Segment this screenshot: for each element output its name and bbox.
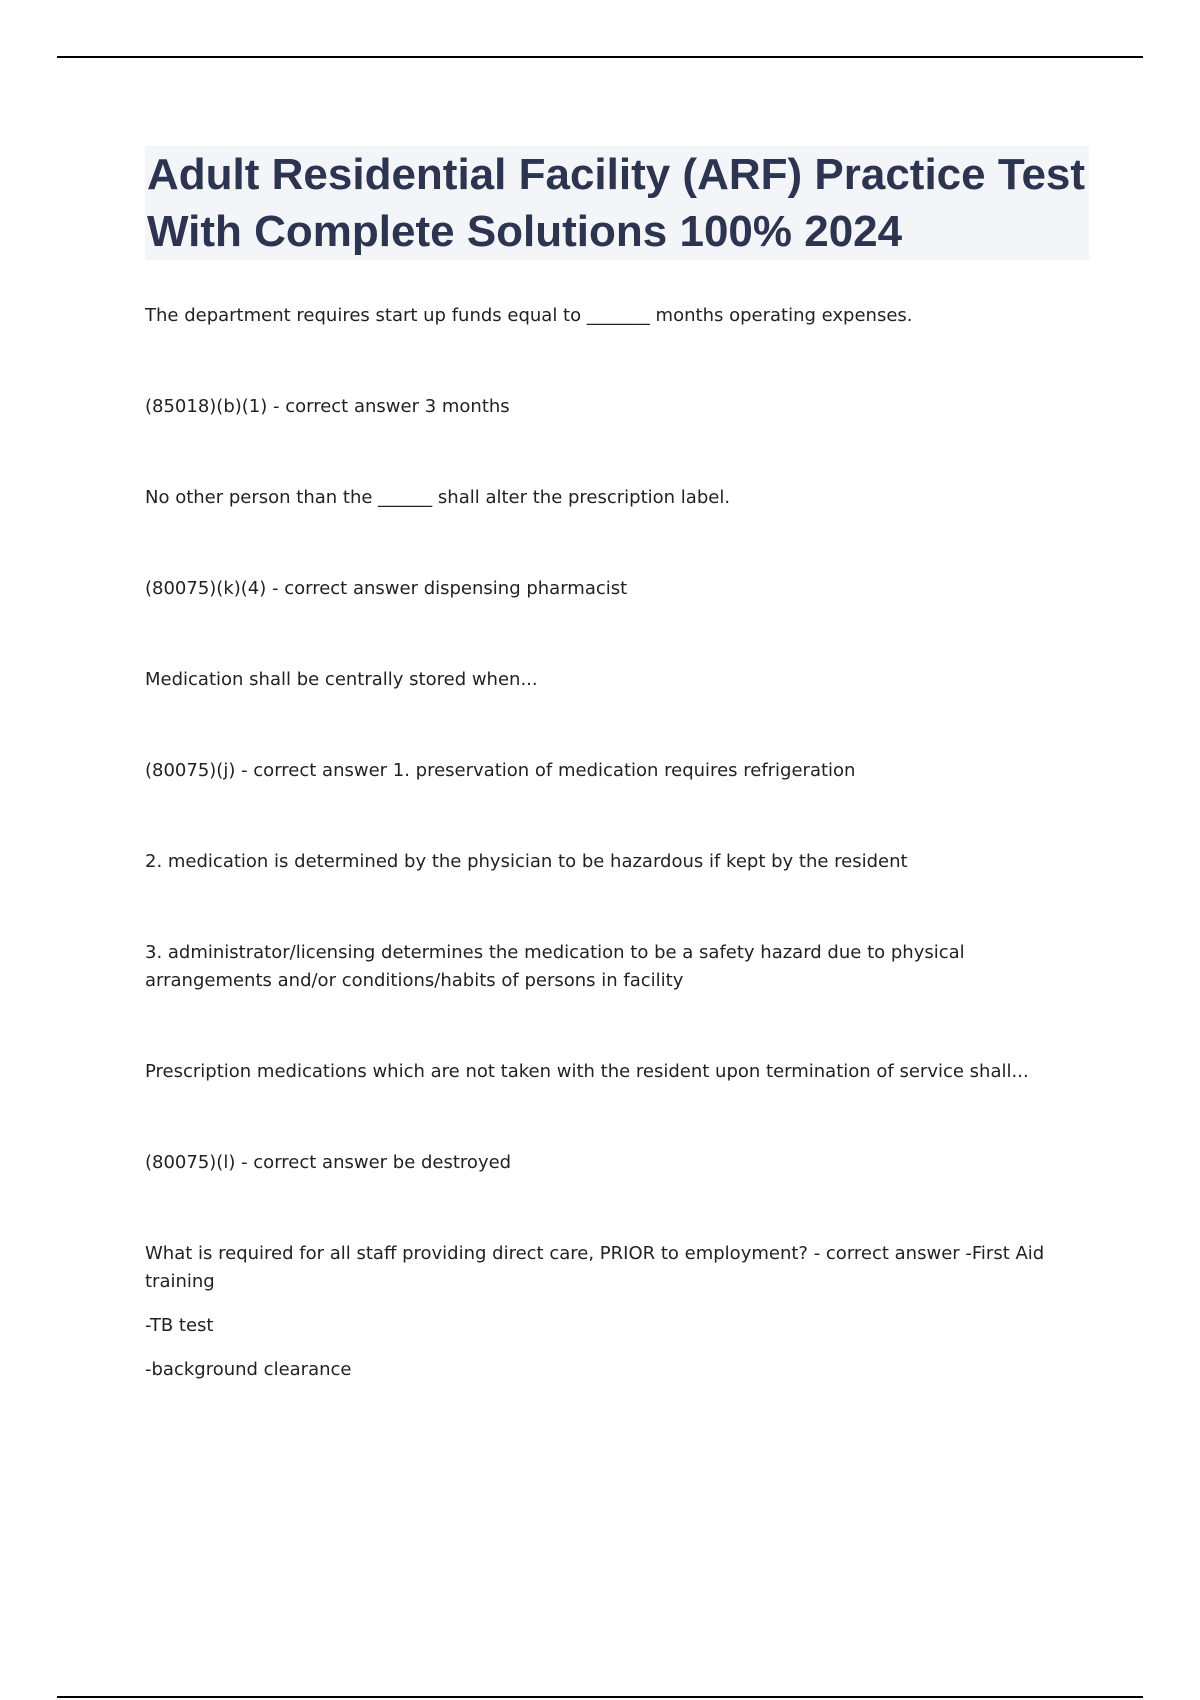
header-rule [57,56,1143,58]
answer-5-item-2: -TB test [145,1315,214,1336]
answer-5-item-3: -background clearance [145,1359,352,1380]
document-body [145,302,1095,1384]
question-5: What is required for all staff providing direct care, PRIOR to employment? - correct answer -First Aid training [145,1243,1045,1292]
answer-3: (80075)(j) - correct answer 1. preservation of medication requires refrigeration [145,760,856,781]
question-2: No other person than the ______ shall alter the prescription label. [145,487,731,508]
answer-1: (85018)(b)(1) - correct answer 3 months [145,396,510,417]
document-title: Adult Residential Facility (ARF) Practice Test With Complete Solutions 100% 2024 [147,150,1086,256]
question-1: The department requires start up funds equal to _______ months operating expenses. [145,305,913,326]
answer-2: (80075)(k)(4) - correct answer dispensing pharmacist [145,578,628,599]
answer-4: (80075)(l) - correct answer be destroyed [145,1152,512,1173]
answer-3-item-2: 2. medication is determined by the physician to be hazardous if kept by the resident [145,851,908,872]
answer-3-item-3: 3. administrator/licensing determines the medication to be a safety hazard due to physical arrangements and/or conditions/habits of persons in facility [145,942,965,991]
question-4: Prescription medications which are not taken with the resident upon termination of service shall... [145,1061,1029,1082]
title-block [145,146,1089,260]
question-3: Medication shall be centrally stored when... [145,669,538,690]
footer-rule [57,1696,1143,1698]
